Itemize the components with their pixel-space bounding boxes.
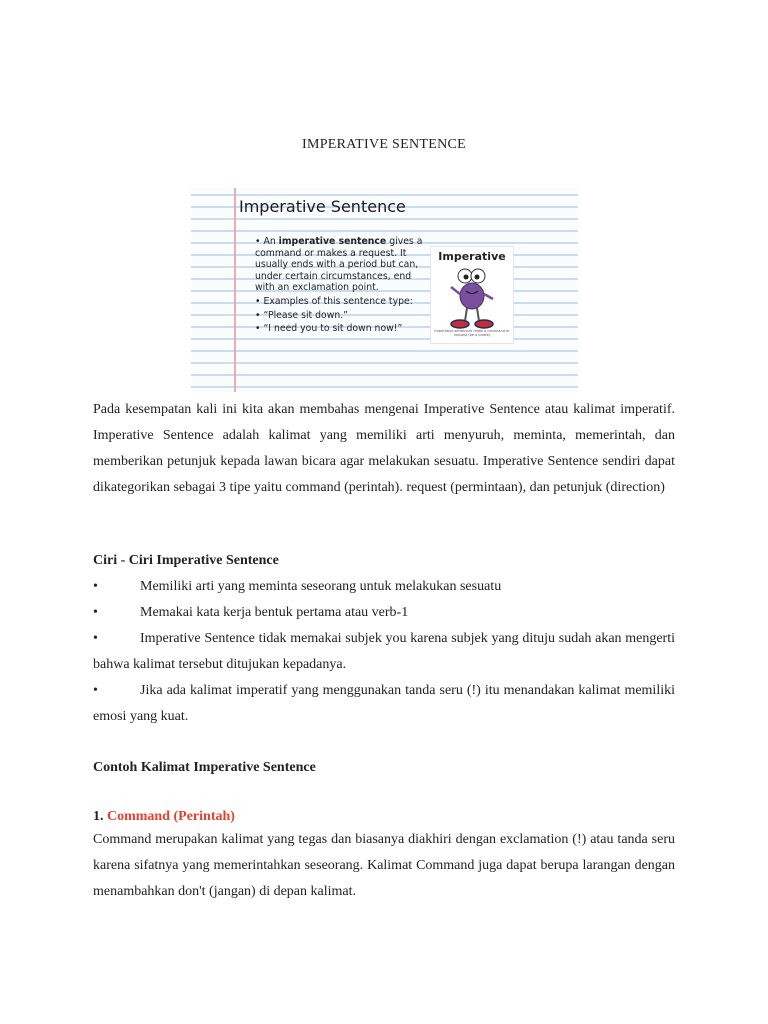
figure-bullet-examples: • Examples of this sentence type: [255, 296, 427, 308]
figure-bullet-list [255, 236, 427, 337]
intro-paragraph: Pada kesempatan kali ini kita akan membahas mengenai Imperative Sentence atau kalimat imperatif. Imperative Sentence adalah kalimat yang memiliki arti menyuruh, meminta, memerintah, dan memberikan petunjuk kepada lawan bicara agar melakukan sesuatu. Imperative Sentence sendiri dapat dikategorikan sebagai 3 tipe yaitu command (perintah). request (permintaan), dan petunjuk (direction) [93, 402, 675, 495]
command-number: 1. [93, 809, 104, 824]
figure-monster-card [430, 246, 514, 344]
bullet-dot-icon: • [93, 631, 98, 646]
figure-heading: Imperative Sentence [239, 197, 406, 216]
imperative-sentence-figure [191, 188, 578, 392]
command-title: Command (Perintah) [107, 809, 235, 824]
contoh-heading: Contoh Kalimat Imperative Sentence [93, 760, 316, 775]
command-heading [93, 809, 235, 825]
ciri-item: • Jika ada kalimat imperatif yang menggunakan tanda seru (!) itu menandakan kalimat memiliki emosi yang kuat. [93, 678, 675, 730]
command-paragraph: Command merupakan kalimat yang tegas dan biasanya diakhiri dengan exclamation (!) atau tanda seru karena sifatnya yang memerintahkan seseorang. Kalimat Command juga dapat berupa larangan dengan menambahkan don't (jangan) di depan kalimat. [93, 832, 675, 899]
bullet-dot-icon: • [93, 683, 98, 698]
figure-bullet-example-2: • “I need you to sit down now!” [255, 323, 427, 335]
figure-card-title: Imperative [438, 250, 506, 263]
figure-bullet-definition: • An imperative sentence gives a command or makes a request. It usually ends with a period but can, under certain circumstances, end with an exclamation point. [255, 236, 427, 294]
ciri-heading: Ciri - Ciri Imperative Sentence [93, 553, 279, 568]
ciri-item: • Memiliki arti yang meminta seseorang untuk melakukan sesuatu [93, 574, 675, 600]
ciri-item: • Memakai kata kerja bentuk pertama atau verb-1 [93, 600, 675, 626]
figure-card-caption: Imperative sentences make a command or request (be a pirate) [434, 329, 510, 337]
document-title: IMPERATIVE SENTENCE [302, 137, 466, 152]
figure-bullet-example-1: • “Please sit down.” [255, 310, 427, 322]
bullet-dot-icon: • [93, 579, 98, 594]
ciri-item: • Imperative Sentence tidak memakai subjek you karena subjek yang dituju sudah akan mengerti bahwa kalimat tersebut ditujukan kepadanya. [93, 626, 675, 678]
bullet-dot-icon: • [93, 605, 98, 620]
